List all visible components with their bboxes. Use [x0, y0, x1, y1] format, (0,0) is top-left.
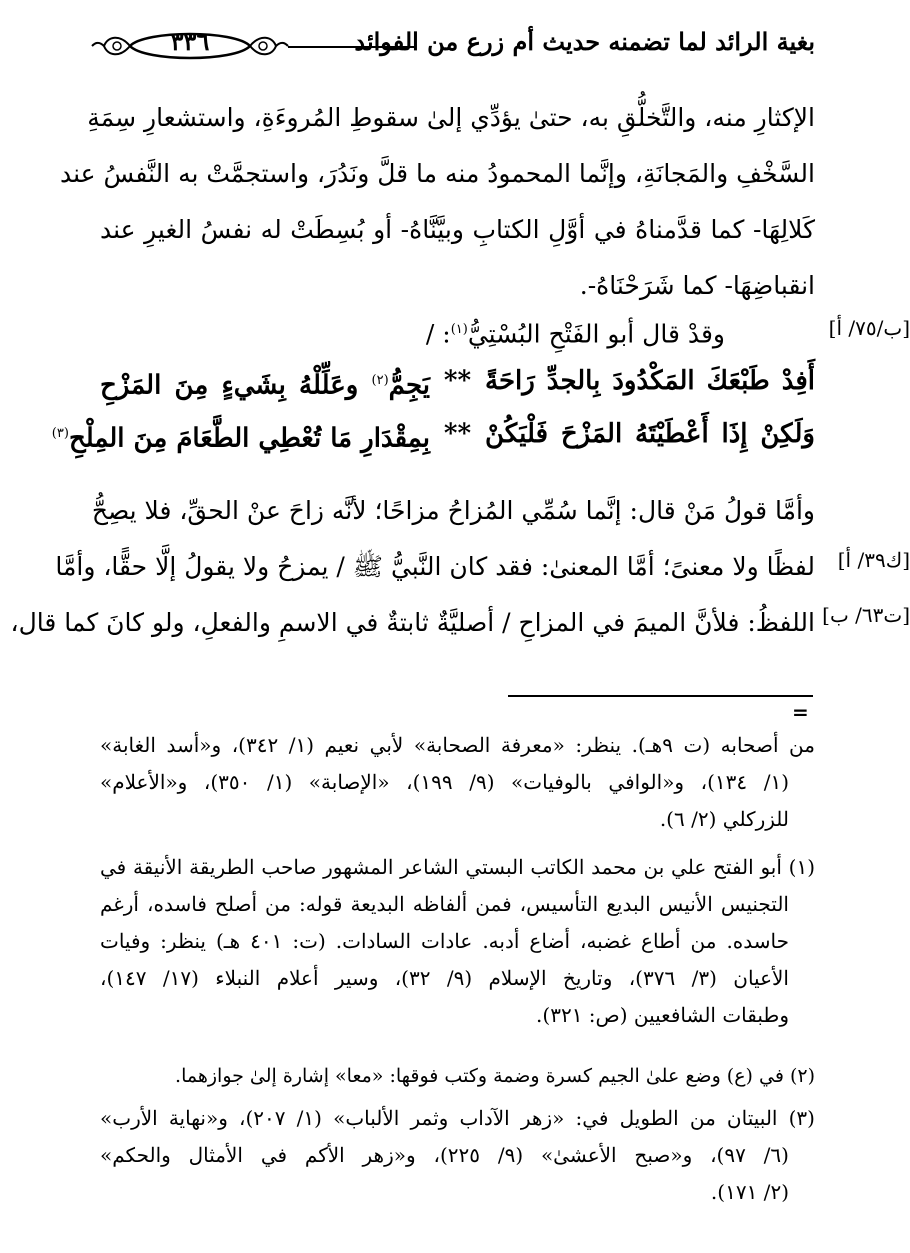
text-line: السَّخْفِ والمَجانَةِ، وإنَّما المحمودُ منه ما قلَّ ونَدُرَ، واستجمَّتْ به النَّفسُ عند [59, 159, 815, 188]
text-line: وأمَّا قولُ مَنْ قال: إنَّما سُمِّي المُزاحُ مزاحًا؛ لأنَّه زاحَ عنْ الحقِّ، فلا يصِحُّ [91, 496, 815, 525]
footnote-line: الأعيان (٣/ ٣٧٦)، وتاريخ الإسلام (٩/ ٣٢)، وسير أعلام النبلاء (١٧/ ١٤٧)، [100, 966, 789, 990]
footnote-continuation [100, 727, 815, 838]
page-number: ٣٣٦ [170, 27, 210, 56]
text-line: لفظًا ولا معنىً؛ أمَّا المعنىٰ: فقد كان النَّبيُّ ﷺ / يمزحُ ولا يقولُ إلَّا حقًّا، وأمَّا [55, 552, 815, 581]
footnote-ref: (١) [450, 322, 468, 337]
text-line: اللفظُ: فلأنَّ الميمَ في المزاحِ / أصليَّةٌ ثابتةٌ في الاسمِ والفعلِ، ولو كانَ كما قال، [10, 608, 815, 637]
verse-first-hemistich: وَلَكِنْ إِذَا أَعْطَيْتَهُ المَزْحَ فَلْيَكُنْ [485, 419, 815, 449]
footnote-line: (١/ ١٣٤)، و«الوافي بالوفيات» (٩/ ١٩٩)، «الإصابة» (١/ ٣٥٠)، و«الأعلام» [100, 770, 789, 794]
footnote-line: (٣) البيتان من الطويل في: «زهر الآداب وثمر الألباب» (١/ ٢٠٧)، و«نهاية الأرب» [100, 1106, 815, 1130]
verse-line-1 [100, 355, 815, 407]
footnote-line: (١) أبو الفتح علي بن محمد الكاتب البستي الشاعر المشهور صاحب الطريقة الأنيقة في [100, 855, 815, 879]
intro-end: : / [425, 319, 451, 349]
verse-separator: ** [443, 366, 472, 396]
manuscript-folio-note: [ك٣٩/ أ] [837, 548, 910, 572]
verse-intro [100, 302, 815, 358]
manuscript-folio-note: [ت٦٣/ ب] [822, 603, 910, 627]
paragraph-2 [10, 483, 815, 651]
footnote-line: (٢) في (ع) وضع علىٰ الجيم كسرة وضمة وكتب فوقها: «معا» إشارة إلىٰ جوازهما. [175, 1065, 815, 1087]
footnote-3 [100, 1100, 815, 1211]
footnote-separator [508, 695, 813, 697]
footnote-1 [100, 849, 815, 1034]
footnote-line: وطبقات الشافعيين (ص: ٣٢١). [536, 1003, 789, 1027]
footnote-ref: (٢) [371, 373, 389, 388]
footnote-line: (٢/ ١٧١). [710, 1180, 789, 1204]
footnote-line: التجنيس الأنيس البديع التأسيس، فمن ألفاظه البديعة قوله: من أصلح فاسده، أرغم [100, 892, 789, 916]
verse-second-hemistich: يَجِمُّ$^{(٢)}$ وعَلِّلْهُ بِشَيءٍ مِنَ المَزْحِ [100, 370, 430, 401]
running-title: بغية الرائد لما تضمنه حديث أم زرع من الفوائد [354, 27, 815, 56]
footnote-continuation-mark: = [792, 700, 809, 724]
footnote-2 [100, 1058, 815, 1095]
paragraph-1 [59, 90, 815, 314]
footnote-line: حاسده. من أطاع غضبه، أضاع أدبه. عادات السادات. (ت: ٤٠١ هـ) ينظر: وفيات [100, 929, 789, 953]
verse-second-hemistich: بِمِقْدَارِ مَا تُعْطِي الطَّعَامَ مِنَ المِلْحِ$^{(٣)}$ [51, 423, 430, 454]
verse-separator: ** [443, 419, 472, 449]
verse-line-2 [51, 408, 815, 460]
footnote-ref: (٣) [51, 426, 69, 441]
page-header [90, 22, 815, 70]
footnote-line: (٦/ ٩٧)، و«صبح الأعشىٰ» (٩/ ٢٢٥)، و«زهر الأكم في الأمثال والحكم» [100, 1143, 789, 1167]
footnote-line: من أصحابه (ت ٩هـ). ينظر: «معرفة الصحابة» لأبي نعيم (١/ ٣٤٢)، و«أسد الغابة» [100, 733, 815, 757]
footnote-line: للزركلي (٢/ ٦). [659, 807, 789, 831]
intro-text: وقدْ قال أبو الفَتْحِ البُسْتِيُّ [467, 319, 725, 349]
text-line: الإكثارِ منه، والتَّخلُّقِ به، حتىٰ يؤدِّي إلىٰ سقوطِ المُروءَةِ، واستشعارِ سِمَةِ [87, 103, 815, 132]
manuscript-folio-note: [ب/٧٥/ أ] [828, 316, 910, 340]
text-line: كَلالِهَا- كما قدَّمناهُ في أوَّلِ الكتابِ وبيَّنَّاهُ- أو بُسِطَتْ له نفسُ الغيرِ عند [100, 215, 815, 244]
verse-first-hemistich: أَفِدْ طَبْعَكَ المَكْدُودَ بِالجدِّ رَاحَةً [485, 366, 815, 396]
text-line: انقباضِهَا- كما شَرَحْنَاهُ-. [579, 271, 815, 300]
